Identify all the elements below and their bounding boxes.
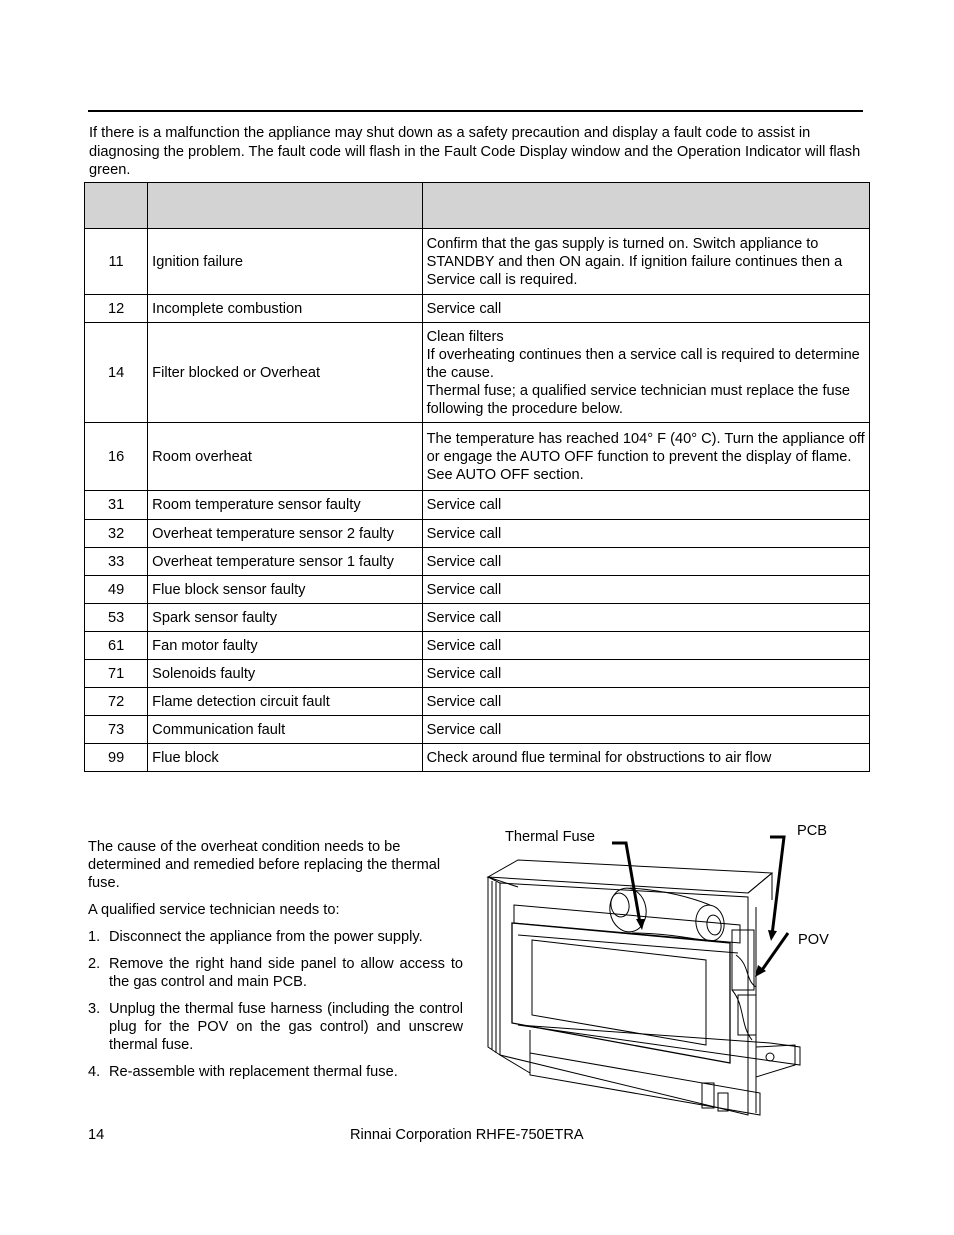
thermal-technician-note: A qualified service technician needs to:	[88, 902, 340, 918]
remedy-line: Service call	[426, 525, 502, 542]
remedy-cell	[422, 548, 869, 576]
remedy-cell	[422, 660, 869, 688]
header-rule	[88, 110, 863, 112]
table-row	[85, 660, 870, 688]
table-row	[85, 491, 870, 520]
table-row	[85, 688, 870, 716]
appliance-illustration	[470, 815, 870, 1130]
thermal-fuse-label: Thermal Fuse	[505, 829, 596, 845]
remedy-line: Check around flue terminal for obstructions to air flow	[426, 749, 772, 766]
fault-description-cell: Fan motor faulty	[148, 632, 422, 660]
remedy-cell	[422, 744, 869, 772]
remedy-line: Service call	[426, 497, 502, 513]
fault-code-cell: 49	[85, 576, 148, 604]
fault-code-cell: 53	[85, 604, 148, 632]
remedy-cell	[422, 632, 869, 660]
fault-description-cell: Flue block	[148, 744, 422, 772]
table-row	[85, 423, 870, 491]
fault-description-cell: Spark sensor faulty	[148, 604, 422, 632]
table-row	[85, 295, 870, 323]
list-item	[88, 928, 463, 946]
fault-description-cell: Flame detection circuit fault	[148, 688, 422, 716]
header-cell-action	[422, 183, 869, 229]
fault-code-cell: 33	[85, 548, 148, 576]
table-row	[85, 632, 870, 660]
remedy-cell	[422, 491, 869, 520]
step-number: 3.	[88, 1001, 101, 1017]
table-row	[85, 323, 870, 423]
remedy-cell	[422, 688, 869, 716]
thermal-fuse-instructions	[88, 838, 463, 1090]
fault-description-cell: Incomplete combustion	[148, 295, 422, 323]
list-item	[88, 1000, 463, 1054]
fault-code-table	[84, 182, 870, 772]
remedy-line: Service call	[426, 300, 502, 317]
table-row	[85, 716, 870, 744]
table-row	[85, 229, 870, 295]
remedy-line: Service call	[426, 721, 502, 738]
remedy-line: Clean filters	[426, 328, 504, 345]
remedy-cell	[422, 576, 869, 604]
remedy-line: Service call	[426, 637, 502, 654]
fault-description-cell: Overheat temperature sensor 2 faulty	[148, 520, 422, 548]
fault-description-cell: Filter blocked or Overheat	[148, 323, 422, 423]
table-row	[85, 548, 870, 576]
fault-description-cell: Room temperature sensor faulty	[148, 491, 422, 520]
fault-table-body	[85, 229, 870, 772]
remedy-line: Service call	[426, 581, 502, 598]
table-row	[85, 520, 870, 548]
page-number: 14	[88, 1127, 105, 1143]
intro-paragraph: If there is a malfunction the appliance may shut down as a safety precaution and display a fault code to assist in diagnosing the problem. The fault code will flash in the Fault Code Display window and the Operation Indicator will flash green.	[89, 125, 861, 178]
fault-description-cell: Solenoids faulty	[148, 660, 422, 688]
table-row	[85, 744, 870, 772]
fault-description-cell: Overheat temperature sensor 1 faulty	[148, 548, 422, 576]
fault-code-cell: 16	[85, 423, 148, 491]
remedy-cell	[422, 295, 869, 323]
list-item	[88, 955, 463, 991]
header-cell-fault	[148, 183, 422, 229]
remedy-cell	[422, 323, 869, 423]
remedy-cell	[422, 423, 869, 491]
step-text: Unplug the thermal fuse harness (including the control plug for the POV on the gas control) and unscrew thermal fuse.	[109, 1001, 463, 1053]
remedy-line: Service call	[426, 609, 502, 626]
pcb-label: PCB	[797, 823, 828, 839]
table-header-row	[85, 183, 870, 229]
remedy-cell	[422, 520, 869, 548]
fault-description-cell: Flue block sensor faulty	[148, 576, 422, 604]
remedy-line: If overheating continues then a service call is required to determine the cause.	[426, 346, 860, 381]
fault-code-cell: 31	[85, 491, 148, 520]
remedy-line: Confirm that the gas supply is turned on. Switch appliance to STANDBY and then ON again. If ignition failure continues then a Service call is required.	[426, 235, 843, 288]
header-cell-code	[85, 183, 148, 229]
step-text: Re-assemble with replacement thermal fuse.	[109, 1064, 398, 1080]
fault-code-cell: 71	[85, 660, 148, 688]
step-number: 4.	[88, 1064, 101, 1080]
step-number: 2.	[88, 956, 101, 972]
fault-code-cell: 99	[85, 744, 148, 772]
table-row	[85, 604, 870, 632]
fault-code-cell: 11	[85, 229, 148, 295]
list-item	[88, 1063, 463, 1081]
fault-code-cell: 72	[85, 688, 148, 716]
step-text: Disconnect the appliance from the power supply.	[109, 929, 423, 945]
remedy-line: The temperature has reached 104° F (40° C). Turn the appliance off or engage the AUTO OFF function to prevent the display of flame. See AUTO OFF section.	[426, 430, 865, 483]
step-number: 1.	[88, 929, 101, 945]
remedy-cell	[422, 716, 869, 744]
fault-code-cell: 32	[85, 520, 148, 548]
fault-code-cell: 61	[85, 632, 148, 660]
pov-label: POV	[798, 932, 829, 948]
fault-code-cell: 12	[85, 295, 148, 323]
replacement-steps	[88, 928, 463, 1081]
fault-code-cell: 73	[85, 716, 148, 744]
thermal-intro: The cause of the overheat condition needs to be determined and remedied before replacing the thermal fuse.	[88, 839, 441, 891]
fault-code-cell: 14	[85, 323, 148, 423]
remedy-line: Service call	[426, 665, 502, 682]
remedy-line: Service call	[426, 553, 502, 570]
footer-title: Rinnai Corporation RHFE-750ETRA	[350, 1127, 584, 1143]
remedy-cell	[422, 604, 869, 632]
remedy-line: Service call	[426, 693, 502, 710]
remedy-line: Thermal fuse; a qualified service technician must replace the fuse following the procedure below.	[426, 382, 851, 417]
fault-description-cell: Communication fault	[148, 716, 422, 744]
table-row	[85, 576, 870, 604]
step-text: Remove the right hand side panel to allow access to the gas control and main PCB.	[109, 956, 463, 990]
remedy-cell	[422, 229, 869, 295]
fault-description-cell: Room overheat	[148, 423, 422, 491]
fault-description-cell: Ignition failure	[148, 229, 422, 295]
appliance-diagram	[470, 815, 870, 1130]
